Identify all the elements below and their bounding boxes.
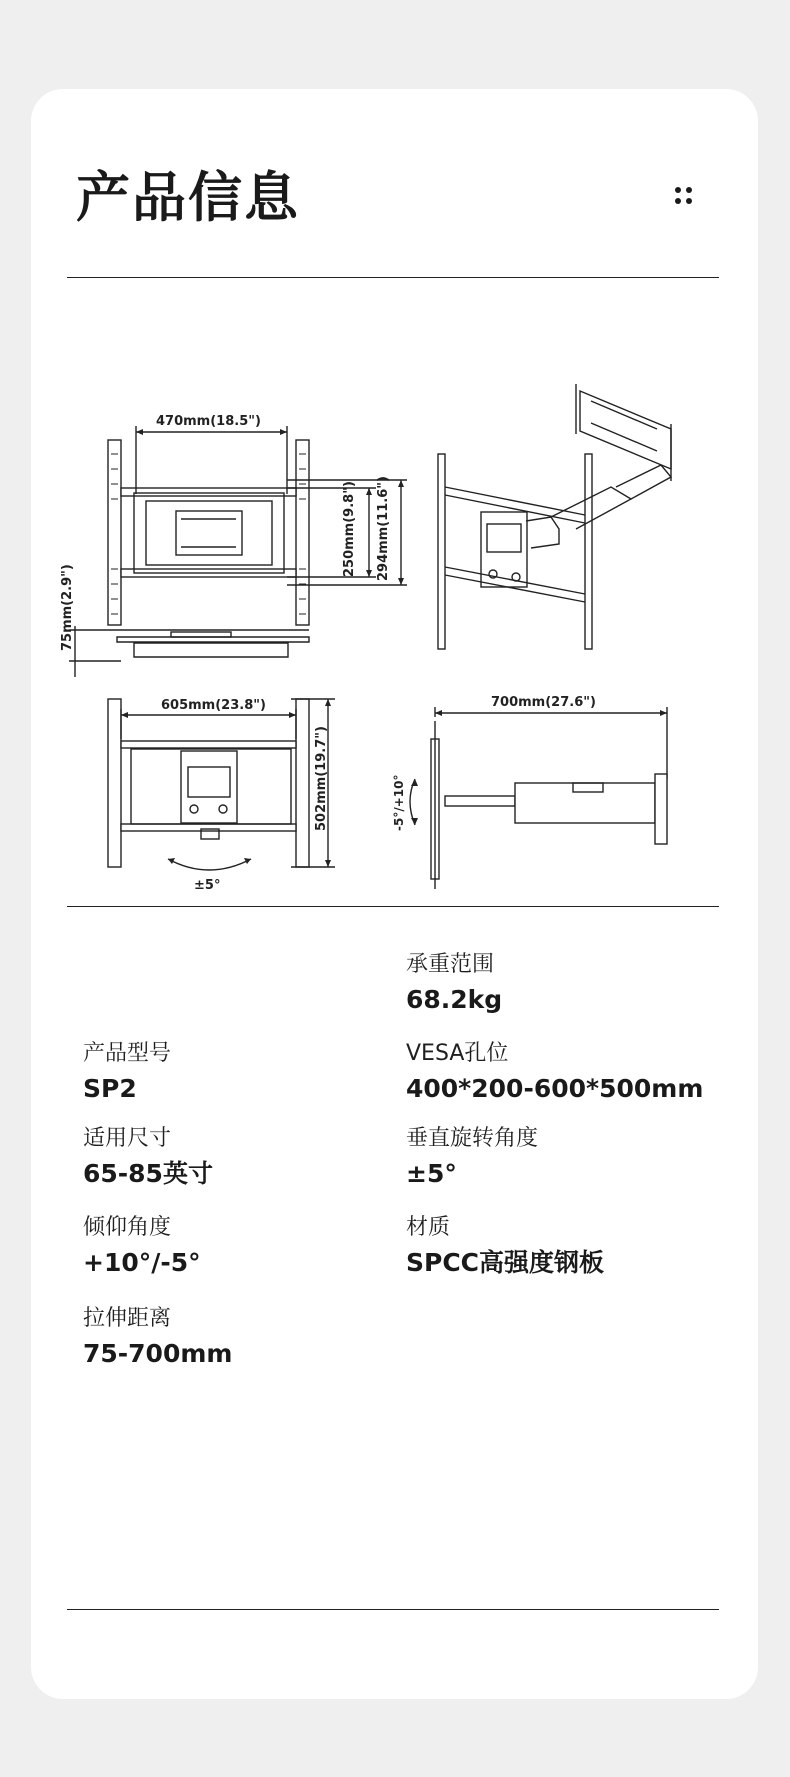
spec-rotation (406, 1128, 538, 1186)
spec-load-value: 68.2kg (406, 985, 503, 1014)
divider-bottom (67, 1609, 719, 1610)
dim-swivel: ±5° (194, 878, 221, 889)
dim-height-bottom: 502mm(19.7") (314, 726, 329, 831)
spec-rotation-value: ±5° (406, 1159, 457, 1188)
spec-extension-value: 75-700mm (83, 1339, 233, 1368)
spec-model (83, 1043, 171, 1101)
spec-material (406, 1217, 604, 1275)
dim-height-total: 294mm(11.6") (376, 476, 391, 581)
spec-rotation-label: 垂直旋转角度 (406, 1126, 539, 1151)
dim-height-vesa: 250mm(9.8") (342, 481, 357, 577)
spec-tilt (83, 1217, 201, 1275)
isometric-view (438, 384, 671, 649)
spec-material-value: SPCC高强度钢板 (406, 1248, 605, 1277)
dim-depth: 75mm(2.9") (60, 564, 75, 651)
side-view (410, 707, 667, 889)
side-profile (117, 632, 309, 657)
spec-extension (83, 1308, 232, 1366)
spec-load-label: 承重范围 (406, 952, 495, 977)
dim-width-top: 470mm(18.5") (156, 414, 261, 429)
spec-material-label: 材质 (406, 1215, 451, 1240)
spec-extension-label: 拉伸距离 (83, 1306, 172, 1331)
spec-model-label: 产品型号 (83, 1041, 172, 1066)
front-view-bottom (108, 699, 335, 870)
dim-width-bottom: 605mm(23.8") (161, 698, 266, 713)
spec-load (406, 954, 502, 1012)
spec-size-value: 65-85英寸 (83, 1159, 213, 1188)
spec-vesa (406, 1043, 703, 1101)
spec-vesa-label: VESA孔位 (406, 1041, 509, 1066)
divider-middle (67, 906, 719, 907)
spec-model-value: SP2 (83, 1074, 137, 1103)
product-info-card (31, 89, 758, 1699)
page-title: 产品信息 (76, 166, 300, 229)
dim-tilt: -5°/+10° (392, 774, 406, 831)
spec-size-label: 适用尺寸 (83, 1126, 172, 1151)
spec-tilt-label: 倾仰角度 (83, 1215, 172, 1240)
spec-size (83, 1128, 213, 1186)
spec-vesa-value: 400*200-600*500mm (406, 1074, 704, 1103)
dim-extension: 700mm(27.6") (491, 695, 596, 710)
spec-tilt-value: +10°/-5° (83, 1248, 201, 1277)
technical-drawing (31, 89, 758, 889)
